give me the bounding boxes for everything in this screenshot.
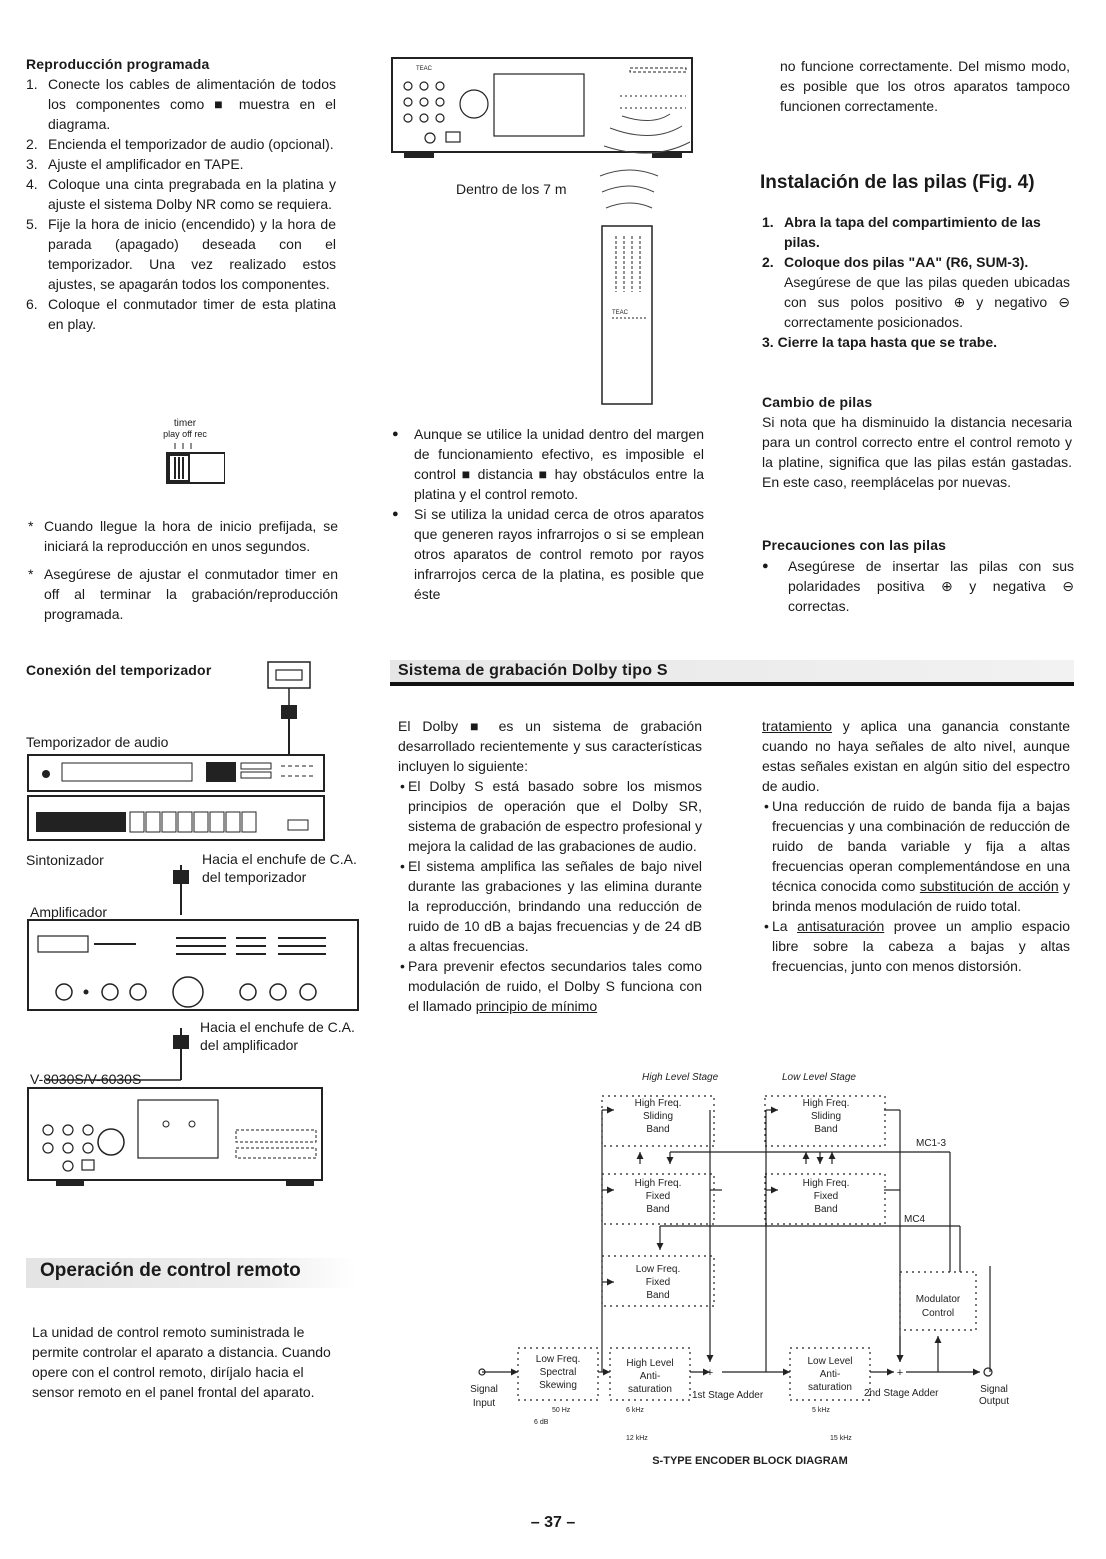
svg-text:5 kHz: 5 kHz	[812, 1407, 830, 1414]
svg-text:Sliding: Sliding	[642, 1111, 674, 1122]
high-level-stage-label: High Level Stage	[642, 1072, 719, 1083]
note-item: * Cuando llegue la hora de inicio prefijada, se iniciará la reproducción en unos segundos.	[26, 516, 338, 556]
timer-connection-title: Conexión del temporizador	[26, 662, 212, 678]
svg-text:Sliding: Sliding	[810, 1111, 842, 1122]
remote-title: Operación de control remoto	[40, 1260, 301, 1281]
list-item-detail: Asegúrese de que las pilas queden ubicadas con sus polos positivo ⊕ y negativo ⊖ correctamente posicionados.	[784, 274, 1070, 330]
svg-text:TEAC: TEAC	[612, 310, 629, 316]
precaution-item: ● Asegúrese de insertar las pilas con sus polaridades positiva ⊕ y negativa ⊖ correctas.	[762, 556, 1074, 616]
remote-text: La unidad de control remoto suministrada le permite controlar el aparato a distancia. Cuando opere con el control remoto, diríjalo hacia el sensor remoto en el panel frontal del aparato.	[32, 1324, 331, 1400]
amplifier-device	[28, 920, 358, 1010]
range-label: Dentro de los 7 m	[456, 181, 567, 197]
svg-text:Low Level: Low Level	[807, 1356, 853, 1367]
remote-note-item: ● Si se utiliza la unidad cerca de otros aparatos que generen rayos infrarrojos o si se emplean otros aparatos de control remoto por rayos infrarrojos cerca de la platina, es posible que éste	[392, 504, 704, 604]
list-item: 5. Fije la hora de inicio (encendido) y la hora de parada (apagado) deseada con el temporizador. Una vez realizado estos ajustes, se apagarán todos los componentes.	[26, 216, 336, 292]
timer-switch-positions: play off rec	[163, 429, 207, 439]
svg-text:Band: Band	[814, 1204, 838, 1215]
svg-text:Band: Band	[646, 1124, 670, 1135]
tuner-label: Sintonizador	[26, 852, 104, 868]
svg-text:6 kHz: 6 kHz	[626, 1407, 644, 1414]
section-divider	[390, 682, 1074, 686]
programmed-steps	[26, 74, 336, 334]
svg-text:Fixed: Fixed	[645, 1277, 671, 1288]
battery-change-title: Cambio de pilas	[762, 394, 873, 410]
amplifier-label: Amplificador	[30, 904, 108, 920]
svg-text:Control: Control	[921, 1308, 955, 1319]
svg-text:Skewing: Skewing	[539, 1380, 577, 1391]
svg-text:6 dB: 6 dB	[534, 1419, 549, 1426]
svg-text:12 kHz: 12 kHz	[626, 1435, 648, 1442]
audio-timer-label: Temporizador de audio	[26, 734, 169, 750]
svg-text:Fixed: Fixed	[813, 1191, 839, 1202]
timer-switch-icon	[145, 441, 225, 485]
list-item: 3. Ajuste el amplificador en TAPE.	[26, 156, 244, 172]
battery-steps	[762, 212, 1070, 352]
timer-switch-figure	[130, 418, 240, 485]
dolby-feature: • El Dolby S está basado sobre los mismos principios de operación que el Dolby SR, sistema de grabación de espectro profesional y mejora la calidad de las grabaciones de audio.	[398, 776, 702, 856]
svg-text:Low Freq.: Low Freq.	[635, 1264, 681, 1275]
remote-notes	[392, 424, 704, 604]
s-type-encoder-block-diagram	[460, 1066, 1060, 1476]
remote-range-figure	[390, 56, 710, 416]
svg-text:Band: Band	[814, 1124, 838, 1135]
svg-text:High Freq.: High Freq.	[634, 1178, 682, 1189]
mc13-label: MC1-3	[916, 1138, 947, 1149]
svg-text:Output: Output	[978, 1396, 1010, 1407]
svg-text:15 kHz: 15 kHz	[830, 1435, 852, 1442]
list-item: 1. Abra la tapa del compartimiento de las pilas.	[762, 214, 1041, 250]
second-adder-label: 2nd Stage Adder	[864, 1388, 939, 1399]
programmed-playback-section	[26, 56, 336, 334]
svg-text:saturation: saturation	[628, 1384, 672, 1395]
low-level-stage-label: Low Level Stage	[782, 1072, 856, 1083]
svg-text:saturation: saturation	[808, 1382, 852, 1393]
dolby-feature: • Una reducción de ruido de banda fija a bajas frecuencias y una combinación de reducción de ruido de banda variable y fija a altas frecuencias operan complementándose en una técnica conocida como substitución de acción y brinda menos modulación de ruido total.	[762, 796, 1070, 916]
battery-precautions-title: Precauciones con las pilas	[762, 537, 947, 553]
list-item: 4. Coloque una cinta pregrabada en la platina y ajuste el sistema Dolby NR como se requiera.	[26, 176, 336, 212]
plug-icon	[281, 705, 297, 719]
batteries-title: Instalación de las pilas (Fig. 4)	[760, 172, 1035, 193]
svg-text:High Freq.: High Freq.	[802, 1178, 850, 1189]
svg-text:Band: Band	[646, 1290, 670, 1301]
dolby-title: Sistema de grabación Dolby tipo S	[398, 662, 668, 679]
list-item: 6. Coloque el conmutador timer de esta platina en play.	[26, 296, 336, 332]
svg-text:Low Freq.: Low Freq.	[535, 1354, 581, 1365]
list-item: 3. Cierre la tapa hasta que se trabe.	[762, 334, 998, 350]
svg-text:Signal: Signal	[980, 1384, 1008, 1395]
remote-note-item: ● Aunque se utilice la unidad dentro del margen de funcionamiento efectivo, es imposible el control ■ distancia ■ hay obstáculos entre la platina y el control remoto.	[392, 424, 704, 504]
page-number: – 37 –	[530, 1514, 576, 1531]
programmed-playback-title: Reproducción programada	[26, 56, 210, 72]
wall-outlet-icon	[268, 662, 310, 688]
to-timer-outlet-label: Hacia el enchufe de C.A. del temporizador	[202, 851, 357, 885]
svg-text:Fixed: Fixed	[645, 1191, 671, 1202]
list-item: 1. Conecte los cables de alimentación de todos los componentes como ■ muestra en el diagrama.	[26, 76, 336, 132]
svg-text:Input: Input	[472, 1398, 496, 1409]
svg-text:High Freq.: High Freq.	[802, 1098, 850, 1109]
svg-text:+: +	[706, 1367, 714, 1379]
dolby-feature: • Para prevenir efectos secundarios tales como modulación de ruido, el Dolby S funciona con el llamado principio de mínimo	[398, 956, 702, 1016]
first-adder-label: 1st Stage Adder	[692, 1390, 764, 1401]
svg-text:TEAC: TEAC	[416, 66, 433, 72]
remote-note-continuation: no funcione correctamente. Del mismo modo, es posible que los otros aparatos tampoco funcionen correctamente.	[780, 58, 1070, 114]
mc4-label: MC4	[904, 1214, 926, 1225]
audio-timer-device	[28, 755, 324, 791]
dolby-column-2: tratamiento y aplica una ganancia constante cuando no haya señales de alto nivel, aunque estas señales existan en algún sitio del espectro de audio. • Una reducción de ruido de banda fija a bajas frecuencias y una combinación de reducción de ruido de banda variable y fija a altas frecuencias operan complementándose en una técnica conocida como substitución de acción y brinda menos modulación de ruido total. • La antisaturación provee un amplio espacio libre sobre la cabeza a bajas y altas frecuencias, junto con menos distorsión.	[762, 716, 1070, 976]
svg-text:Modulator: Modulator	[915, 1294, 961, 1305]
cassette-deck-device	[28, 1088, 322, 1180]
dolby-feature: • El sistema amplifica las señales de bajo nivel durante las grabaciones y las elimina durante la reproducción, brindando una reducción de ruido de 10 dB a bajas frecuencias y de 24 dB a altas frecuencias.	[398, 856, 702, 956]
svg-text:Band: Band	[646, 1204, 670, 1215]
svg-text:Signal: Signal	[470, 1384, 498, 1395]
svg-text:Anti-: Anti-	[639, 1371, 661, 1382]
svg-text:High Level: High Level	[626, 1358, 674, 1369]
dolby-column-1: El Dolby ■ es un sistema de grabación desarrollado recientemente y sus características incluyen lo siguiente: • El Dolby S está basado sobre los mismos principios de operación que el Dolby SR, sistema de grabación de espectro profesional y mejora la calidad de las grabaciones de audio. • El sistema amplifica las señales de bajo nivel durante las grabaciones y las elimina durante la reproducción, brindando una reducción de ruido de 10 dB a bajas frecuencias y de 24 dB a altas frecuencias. • Para prevenir efectos secundarios tales como modulación de ruido, el Dolby S funciona con el llamado principio de mínimo	[398, 716, 702, 1016]
svg-text:Spectral: Spectral	[539, 1367, 577, 1378]
diagram-caption: S-TYPE ENCODER BLOCK DIAGRAM	[652, 1455, 848, 1467]
svg-text:Anti-: Anti-	[819, 1369, 841, 1380]
deck-model-label: V-8030S/V-6030S	[30, 1071, 142, 1087]
list-item: 2. Encienda el temporizador de audio (opcional).	[26, 136, 334, 152]
svg-text:+: +	[896, 1367, 904, 1379]
list-item: 2. Coloque dos pilas "AA" (R6, SUM-3).	[762, 254, 1029, 270]
note-item: * Asegúrese de ajustar el conmutador timer en off al terminar la grabación/reproducción programada.	[26, 564, 338, 624]
battery-precautions	[762, 556, 1074, 616]
dolby-feature: • La antisaturación provee un amplio espacio libre sobre la cabeza a bajas y altas frecuencias, junto con menos distorsión.	[762, 916, 1070, 976]
svg-text:High Freq.: High Freq.	[634, 1098, 682, 1109]
timer-switch-title: timer	[173, 418, 197, 429]
programmed-notes	[26, 516, 338, 624]
to-amp-outlet-label: Hacia el enchufe de C.A. del amplificador	[200, 1019, 355, 1053]
svg-text:50 Hz: 50 Hz	[552, 1407, 571, 1414]
battery-change-text: Si nota que ha disminuido la distancia necesaria para un control correcto entre el control remoto y la platine, significa que las pilas están gastadas. En este caso, reemplácelas por nuevas.	[762, 414, 1072, 490]
